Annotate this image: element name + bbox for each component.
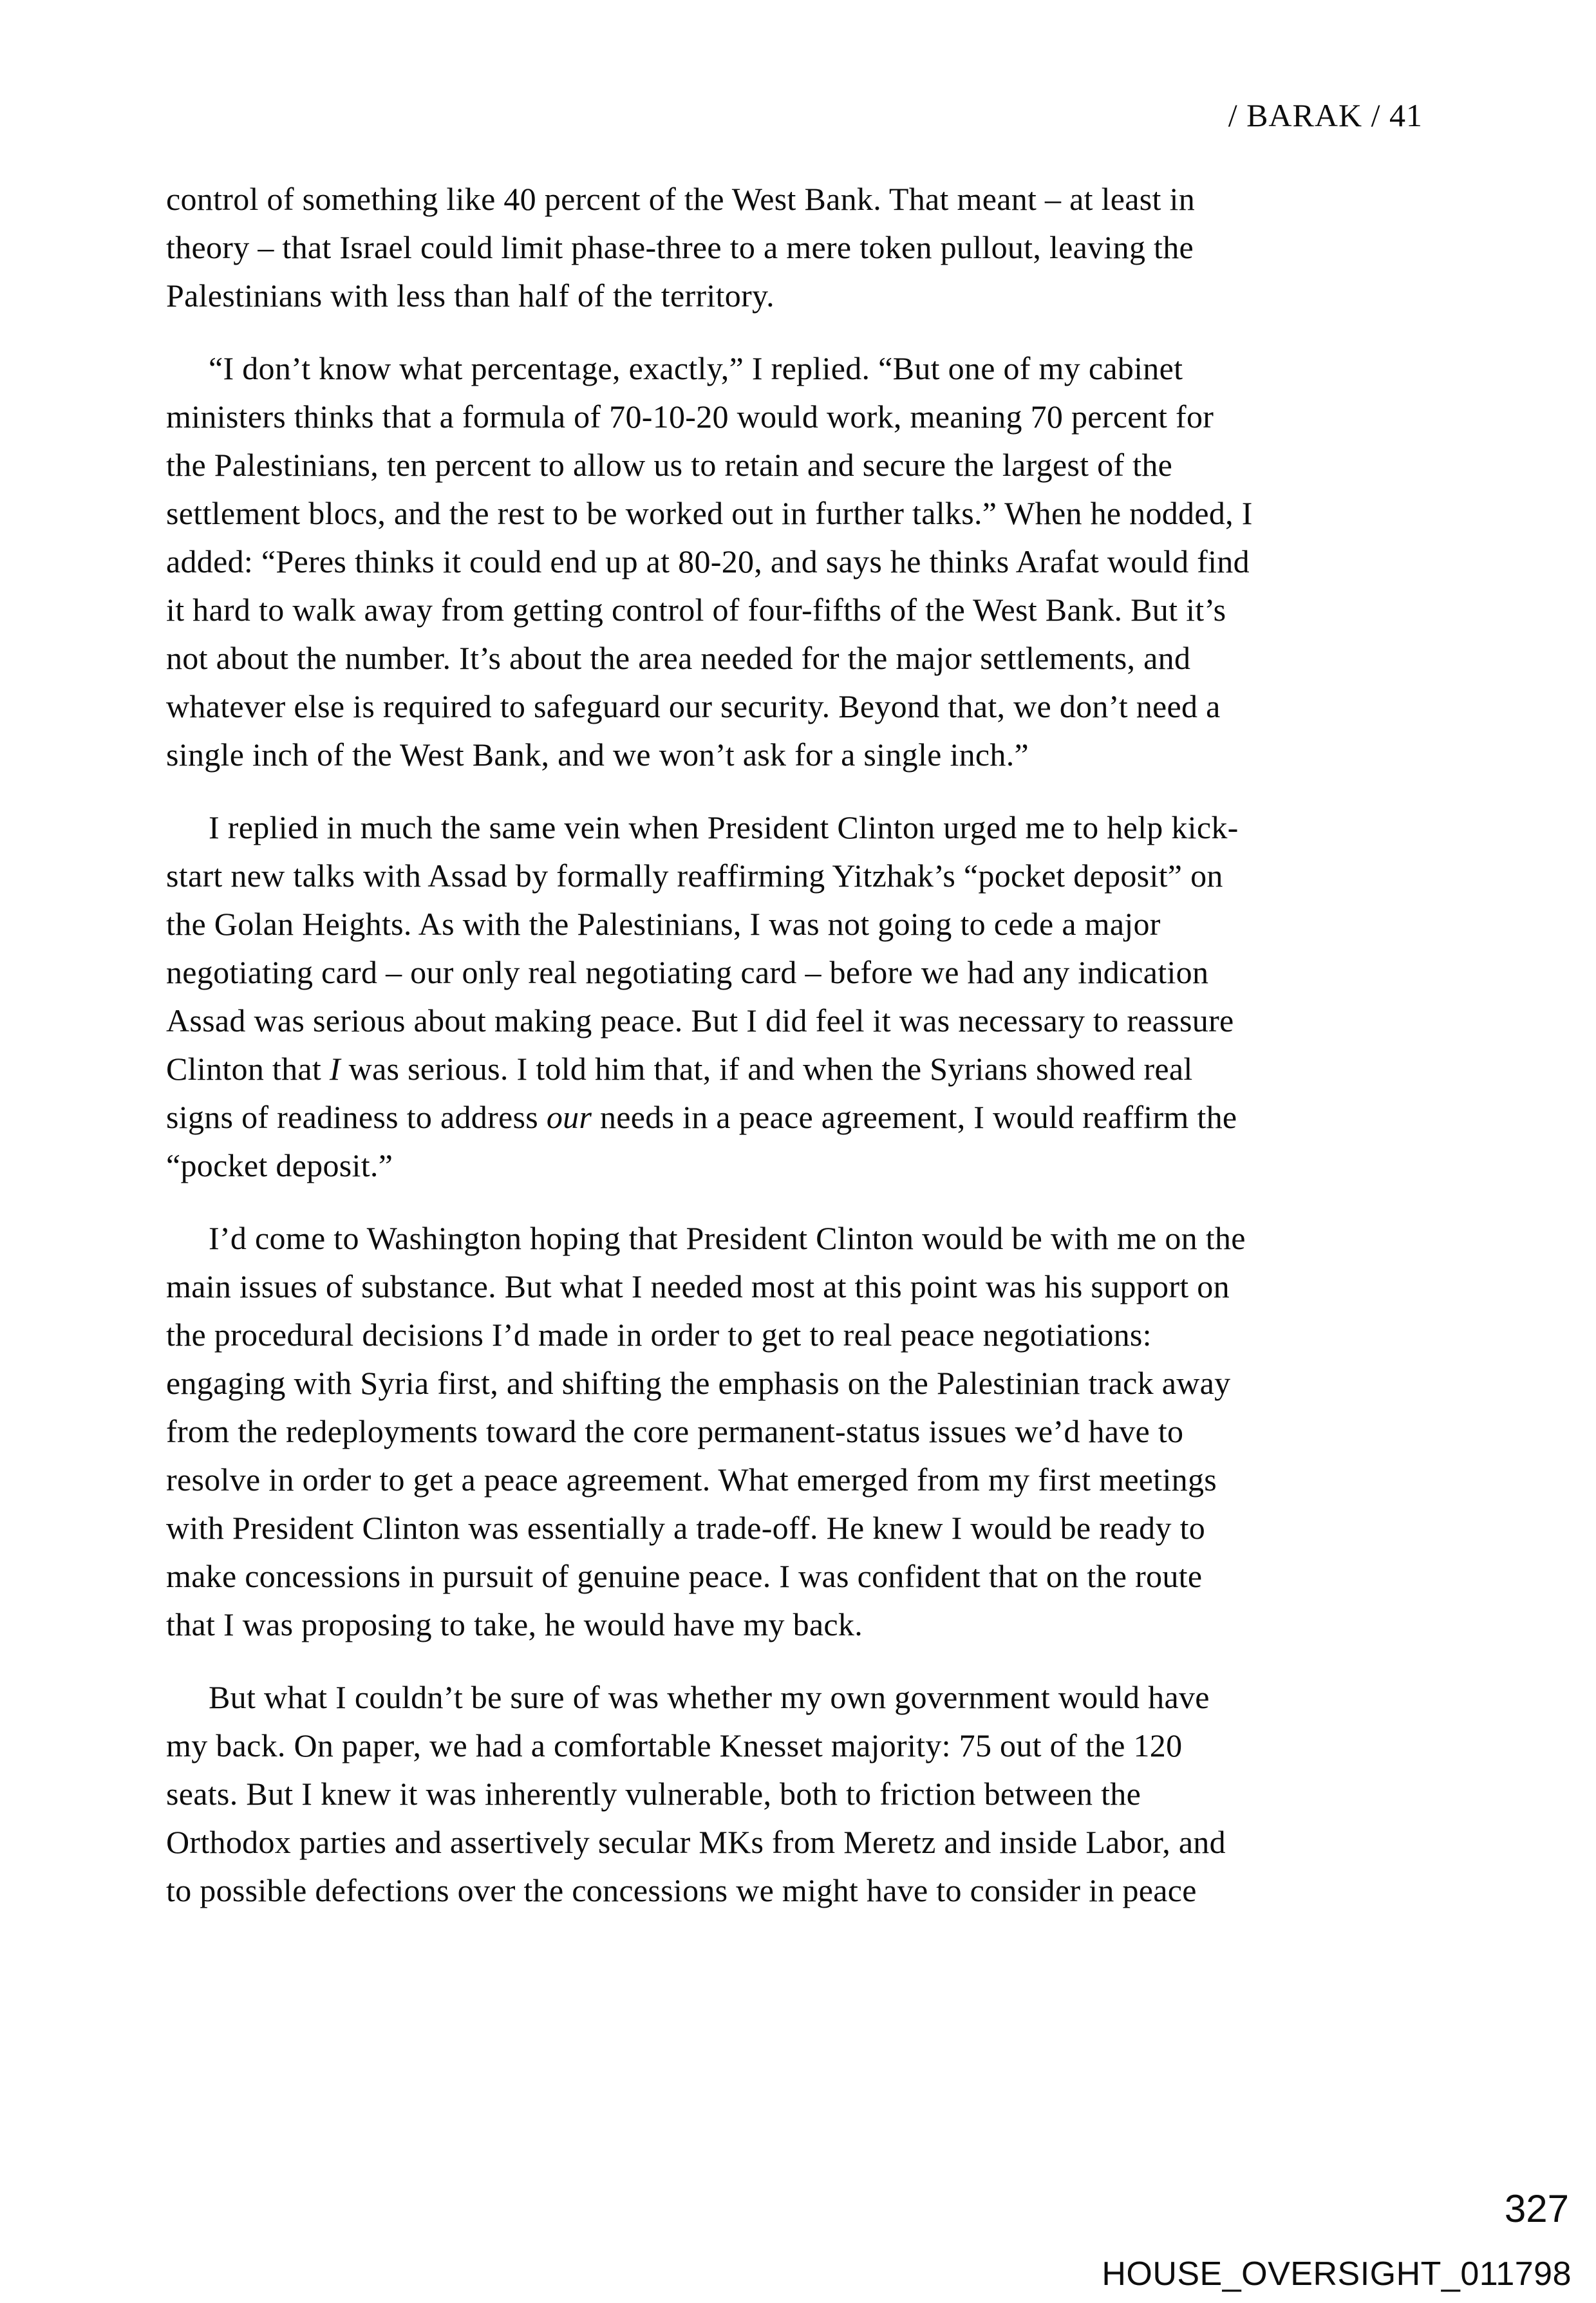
paragraph bbox=[166, 1214, 1438, 1649]
page-number: 327 bbox=[1504, 2187, 1569, 2230]
text-line: “I don’t know what percentage, exactly,” I replied. “But one of my cabinet bbox=[209, 350, 1183, 386]
text-line: Orthodox parties and assertively secular MKs from Meretz and inside Labor, and bbox=[166, 1824, 1226, 1860]
text-line: control of something like 40 percent of the West Bank. That meant – at least in bbox=[166, 181, 1195, 217]
text-line: Palestinians with less than half of the territory. bbox=[166, 277, 775, 314]
text-line: settlement blocs, and the rest to be worked out in further talks.” When he nodded, I bbox=[166, 495, 1253, 531]
text-line: it hard to walk away from getting control of four-fifths of the West Bank. But it’s bbox=[166, 592, 1226, 628]
paragraph bbox=[166, 175, 1438, 320]
text-line: negotiating card – our only real negotiating card – before we had any indication bbox=[166, 954, 1209, 990]
text-line: the Golan Heights. As with the Palestinians, I was not going to cede a major bbox=[166, 906, 1161, 942]
text-line: the procedural decisions I’d made in order to get to real peace negotiations: bbox=[166, 1317, 1152, 1353]
text-line: I’d come to Washington hoping that President Clinton would be with me on the bbox=[209, 1220, 1246, 1256]
text-line: engaging with Syria first, and shifting the emphasis on the Palestinian track away bbox=[166, 1365, 1231, 1401]
paragraph bbox=[166, 1673, 1438, 1915]
bates-stamp: HOUSE_OVERSIGHT_011798 bbox=[1102, 2255, 1572, 2293]
text-line: “pocket deposit.” bbox=[166, 1147, 393, 1183]
text-line: But what I couldn’t be sure of was whether my own government would have bbox=[209, 1679, 1210, 1715]
paragraph bbox=[166, 804, 1438, 1190]
text-line: that I was proposing to take, he would have my back. bbox=[166, 1606, 863, 1642]
text-line: main issues of substance. But what I needed most at this point was his support on bbox=[166, 1268, 1230, 1304]
text-line: Assad was serious about making peace. But I did feel it was necessary to reassure bbox=[166, 1002, 1234, 1039]
text-line: resolve in order to get a peace agreement. What emerged from my first meetings bbox=[166, 1462, 1217, 1498]
text-line: to possible defections over the concessions we might have to consider in peace bbox=[166, 1872, 1197, 1908]
text-line: start new talks with Assad by formally reaffirming Yitzhak’s “pocket deposit” on bbox=[166, 858, 1223, 894]
text-line: signs of readiness to address our needs in a peace agreement, I would reaffirm the bbox=[166, 1099, 1237, 1135]
text-line: not about the number. It’s about the area needed for the major settlements, and bbox=[166, 640, 1191, 676]
text-line: single inch of the West Bank, and we won’t ask for a single inch.” bbox=[166, 737, 1029, 773]
text-line: Clinton that I was serious. I told him that, if and when the Syrians showed real bbox=[166, 1051, 1193, 1087]
text-line: with President Clinton was essentially a trade-off. He knew I would be ready to bbox=[166, 1510, 1206, 1546]
text-line: from the redeployments toward the core permanent-status issues we’d have to bbox=[166, 1413, 1184, 1449]
page-body bbox=[166, 175, 1438, 1915]
running-header: / BARAK / 41 bbox=[1228, 97, 1423, 133]
text-line: I replied in much the same vein when President Clinton urged me to help kick- bbox=[209, 809, 1239, 845]
text-line: seats. But I knew it was inherently vulnerable, both to friction between the bbox=[166, 1776, 1141, 1812]
text-line: added: “Peres thinks it could end up at 80-20, and says he thinks Arafat would find bbox=[166, 543, 1250, 579]
text-line: whatever else is required to safeguard our security. Beyond that, we don’t need a bbox=[166, 688, 1221, 724]
text-line: theory – that Israel could limit phase-three to a mere token pullout, leaving the bbox=[166, 229, 1194, 265]
text-line: ministers thinks that a formula of 70-10-20 would work, meaning 70 percent for bbox=[166, 399, 1214, 435]
text-line: the Palestinians, ten percent to allow us to retain and secure the largest of the bbox=[166, 447, 1173, 483]
text-line: my back. On paper, we had a comfortable Knesset majority: 75 out of the 120 bbox=[166, 1727, 1183, 1763]
paragraph bbox=[166, 344, 1438, 779]
text-line: make concessions in pursuit of genuine peace. I was confident that on the route bbox=[166, 1558, 1203, 1594]
